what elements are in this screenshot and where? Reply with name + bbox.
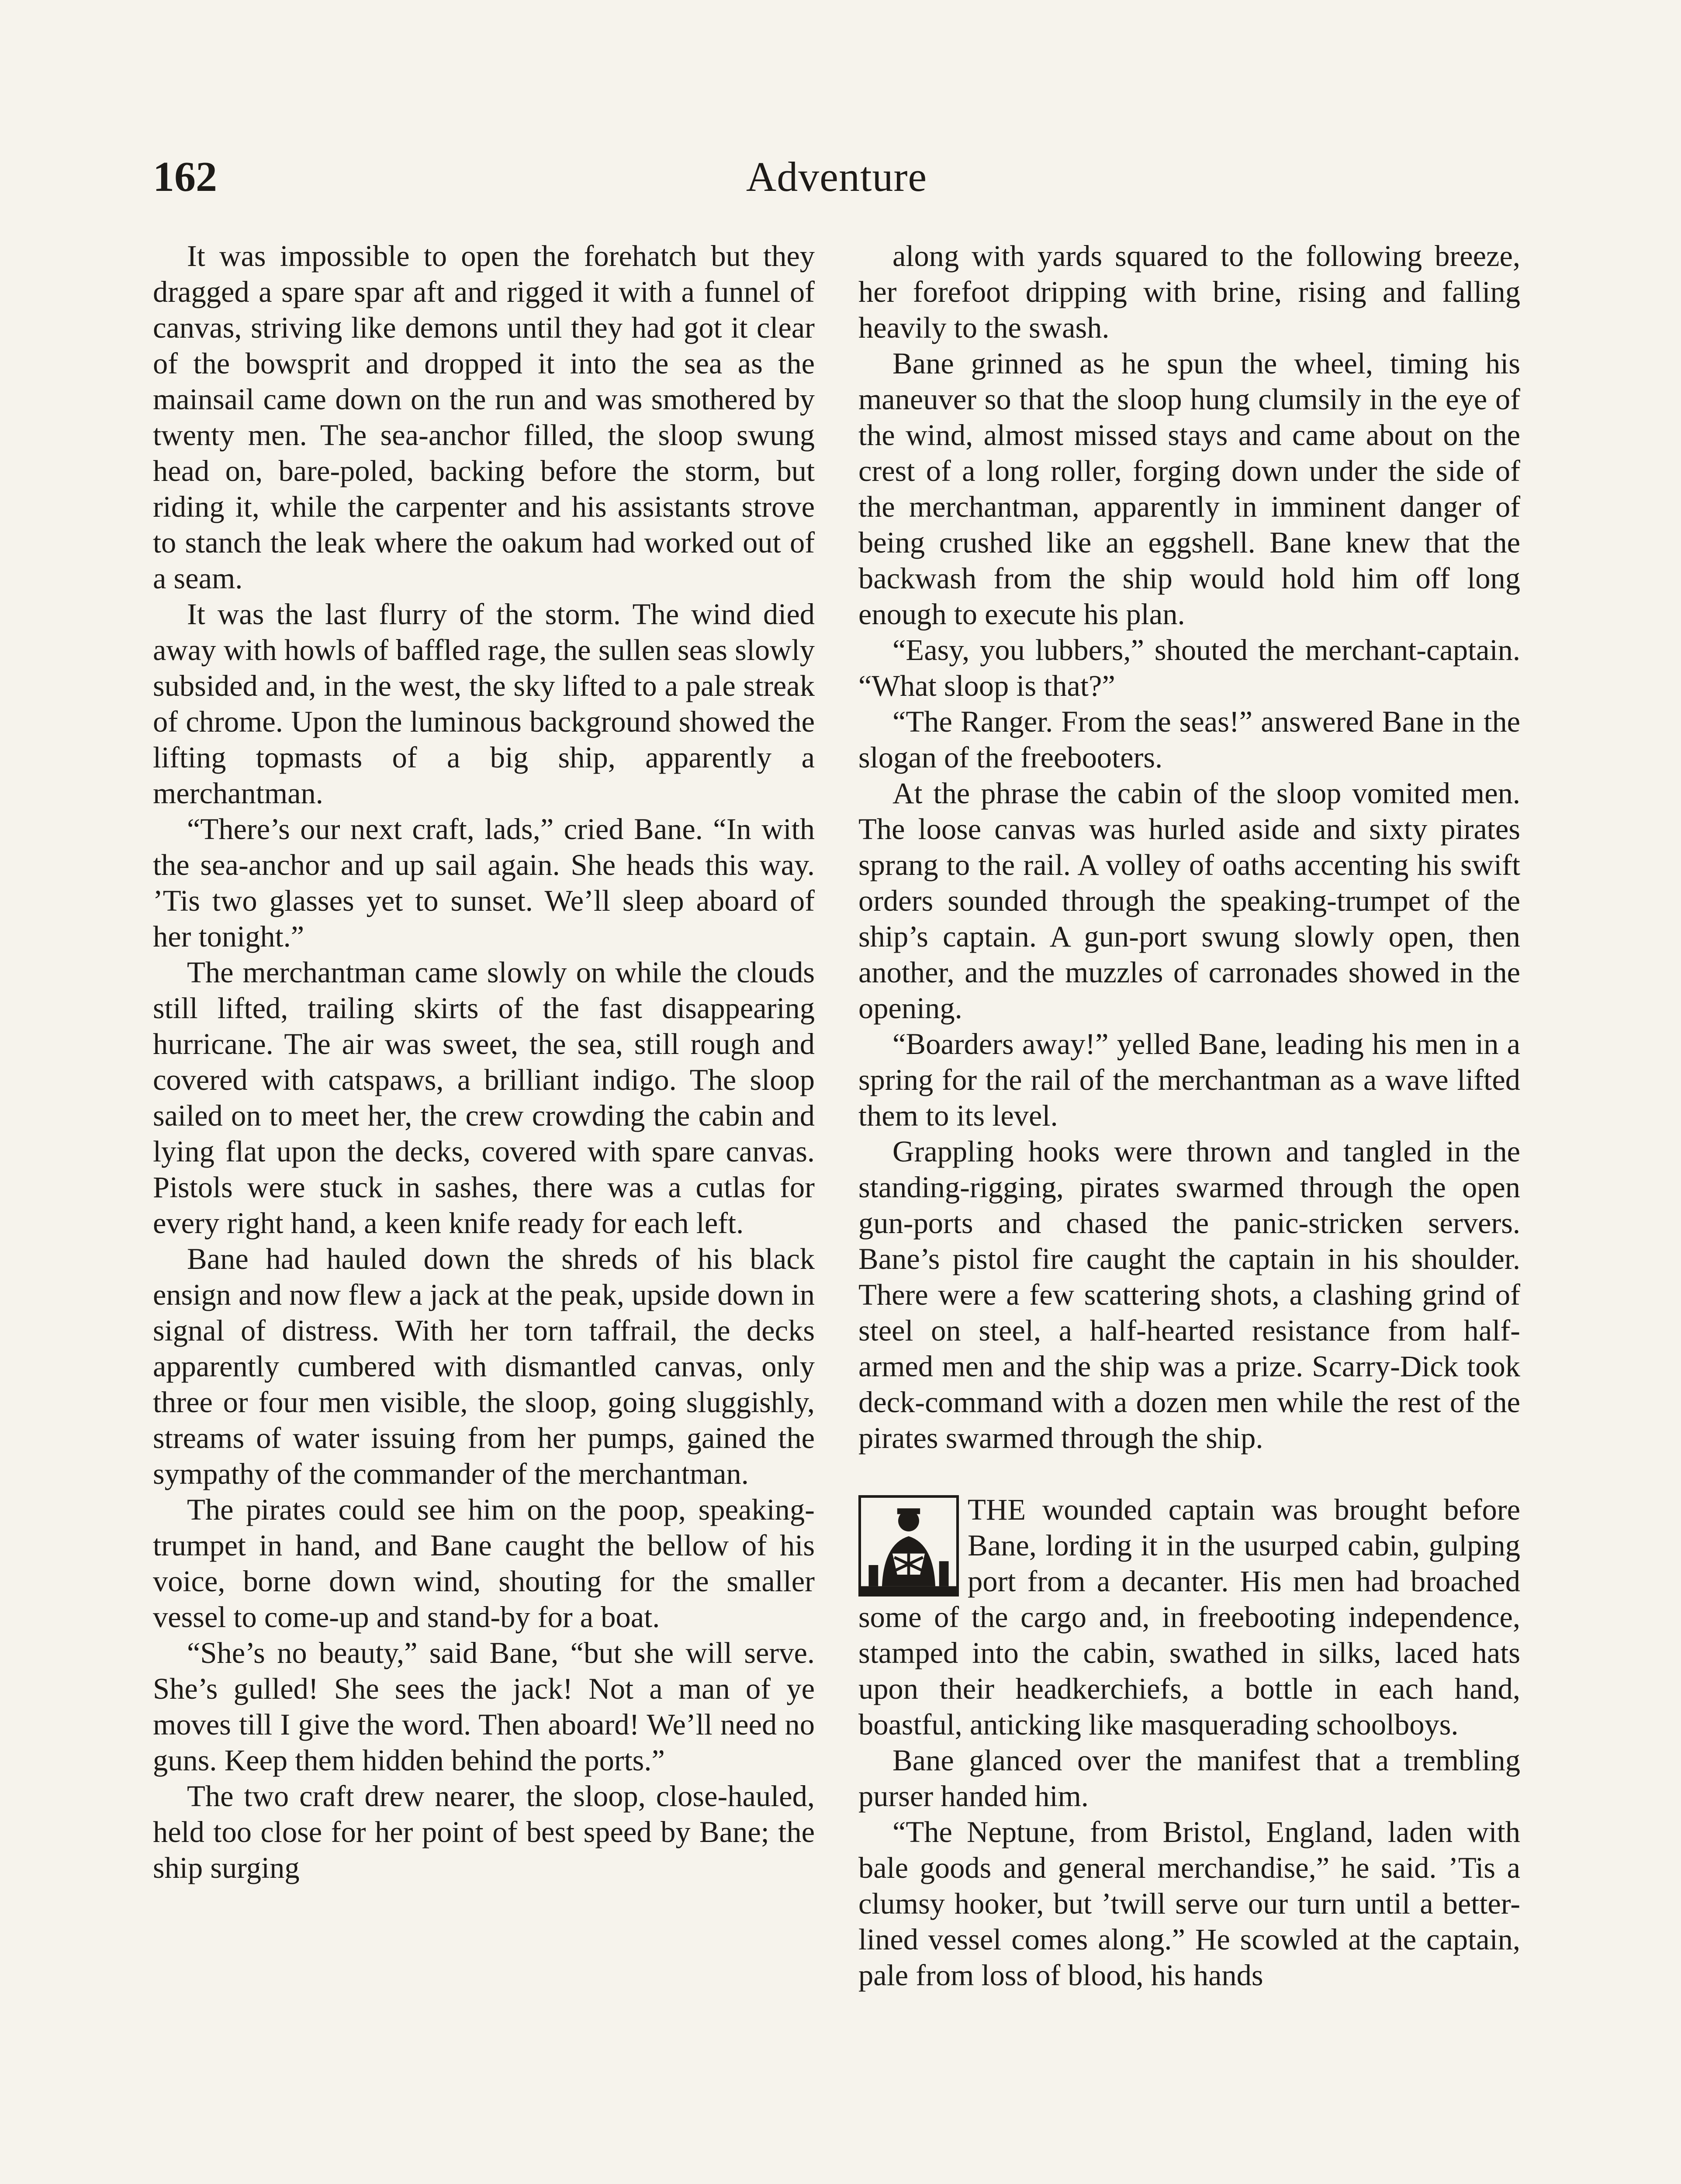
paragraph: Bane grinned as he spun the wheel, timing his maneuver so that the sloop hung clumsily in the eye of the wind, almost missed stays and came about on the crest of a long roller, forging down under the side of the merchantman, apparently in imminent danger of being crushed like an eggshell. Bane knew that the backwash from the ship would hold him off long enough to execute his plan. xyxy=(858,347,1520,631)
paragraph: Grappling hooks were thrown and tangled in the standing-rigging, pirates swarmed through the open gun-ports and chased the panic-stricken servers. Bane’s pistol fire caught the captain in his shoulder. There were a few scattering shots, a clashing grind of steel on steel, a half-hearted resistance from half-armed men and the ship was a prize. Scarry-Dick took deck-command with a dozen men while the rest of the pirates swarmed through the ship. xyxy=(858,1135,1520,1455)
paragraph: At the phrase the cabin of the sloop vomited men. The loose canvas was hurled aside and sixty pirates sprang to the rail. A volley of oaths accenting his swift orders sounded through the speaking-trumpet of the ship’s captain. A gun-port swung slowly open, then another, and the muzzles of carronades showed in the opening. xyxy=(858,777,1520,1025)
paragraph: “Boarders away!” yelled Bane, leading his men in a spring for the rail of the merchantman as a wave lifted them to its level. xyxy=(858,1027,1520,1132)
section-break xyxy=(858,1456,1520,1492)
paragraph: “The Ranger. From the seas!” answered Bane in the slogan of the freebooters. xyxy=(858,705,1520,774)
paragraph: “There’s our next craft, lads,” cried Bane. “In with the sea-anchor and up sail again. She heads this way. ’Tis two glasses yet to sunset. We’ll sleep aboard of her tonight.” xyxy=(153,812,815,953)
paragraph: “She’s no beauty,” said Bane, “but she will serve. She’s gulled! She sees the jack! Not a man of ye moves till I give the word. Then aboard! We’ll need no guns. Keep them hidden behind the ports.” xyxy=(153,1636,815,1777)
paragraph: The two craft drew nearer, the sloop, close-hauled, held too close for her point of best speed by Bane; the ship surging xyxy=(153,1780,815,1884)
paragraph: Bane had hauled down the shreds of his black ensign and now flew a jack at the peak, upside down in signal of distress. With her torn taffrail, the decks apparently cumbered with dismantled canvas, only three or four men visible, the sloop, going sluggishly, streams of water issuing from her pumps, gained the sympathy of the commander of the merchantman. xyxy=(153,1242,815,1490)
left-column xyxy=(153,238,815,1886)
right-column xyxy=(858,238,1520,1993)
paragraph: “Easy, you lubbers,” shouted the merchant-captain. “What sloop is that?” xyxy=(858,633,1520,702)
paragraph: THE wounded captain was brought before Bane, lording it in the usurped cabin, gulping port from a decanter. His men had broached some of the cargo and, in freebooting independence, stamped into the cabin, swathed in silks, laced hats upon their headkerchiefs, a bottle in each hand, boastful, anticking like masquerading schoolboys. xyxy=(858,1493,1520,1741)
paragraph: It was the last flurry of the storm. The wind died away with howls of baffled rage, the sullen seas slowly subsided and, in the west, the sky lifted to a pale streak of chrome. Upon the luminous background showed the lifting topmasts of a big ship, apparently a merchantman. xyxy=(153,598,815,810)
paragraph: The pirates could see him on the poop, speaking-trumpet in hand, and Bane caught the bellow of his voice, borne down wind, shouting for the smaller vessel to come-up and stand-by for a boat. xyxy=(153,1493,815,1634)
paragraph: along with yards squared to the following breeze, her forefoot dripping with brine, rising and falling heavily to the swash. xyxy=(858,239,1520,344)
pirate-ornament-icon xyxy=(858,1495,959,1597)
page-number: 162 xyxy=(153,153,217,200)
paragraph: The merchantman came slowly on while the clouds still lifted, trailing skirts of the fast disappearing hurricane. The air was sweet, the sea, still rough and covered with catspaws, a brilliant indigo. The sloop sailed on to meet her, the crew crowding the cabin and lying flat upon the decks, covered with spare canvas. Pistols were stuck in sashes, there was a cutlas for every right hand, a keen knife ready for each left. xyxy=(153,956,815,1240)
paragraph: “The Neptune, from Bristol, England, laden with bale goods and general merchandise,” he said. ’Tis a clumsy hooker, but ’twill serve our turn until a better-lined vessel comes along.” He scowled at the captain, pale from loss of blood, his hands xyxy=(858,1815,1520,1992)
page-header xyxy=(153,144,1520,218)
paragraph: Bane glanced over the manifest that a trembling purser handed him. xyxy=(858,1744,1520,1813)
running-title: Adventure xyxy=(746,153,927,200)
paragraph: It was impossible to open the forehatch but they dragged a spare spar aft and rigged it with a funnel of canvas, striving like demons until they had got it clear of the bowsprit and dropped it into the sea as the mainsail came down on the run and was smothered by twenty men. The sea-anchor filled, the sloop swung head on, bare-poled, backing before the storm, but riding it, while the carpenter and his assistants strove to stanch the leak where the oakum had worked out of a seam. xyxy=(153,239,815,595)
